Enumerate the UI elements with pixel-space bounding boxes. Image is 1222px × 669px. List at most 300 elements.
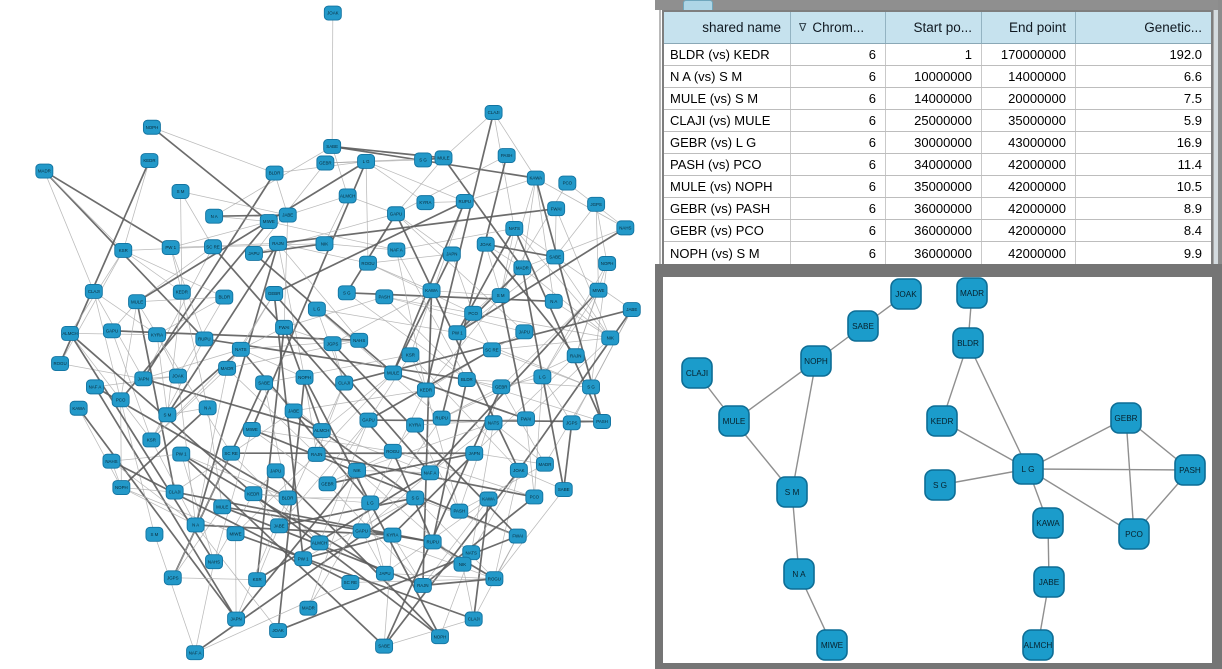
table-cell[interactable]: 36000000 (886, 198, 982, 219)
network-node[interactable] (271, 519, 288, 533)
network-node[interactable] (187, 646, 204, 660)
network-node[interactable] (402, 348, 419, 362)
network-node[interactable] (269, 236, 286, 250)
node-label: PCO (562, 180, 573, 186)
node-label: GAPU (362, 417, 375, 423)
network-node-miwe[interactable] (817, 630, 847, 660)
node-label: KSR (405, 352, 415, 358)
table-cell[interactable]: 6.6 (1183, 69, 1202, 84)
table-row[interactable] (664, 220, 1211, 242)
network-node[interactable] (249, 573, 266, 587)
table-cell[interactable]: 6 (791, 88, 886, 109)
network-node-noph[interactable] (801, 346, 831, 376)
node-label: CLAJI (685, 369, 709, 378)
node-label: L G (538, 374, 546, 380)
node-label: ALMCH (311, 540, 328, 546)
network-node[interactable] (358, 154, 375, 168)
network-node[interactable] (342, 576, 359, 590)
network-node[interactable] (485, 416, 502, 430)
network-node[interactable] (388, 243, 405, 257)
network-node[interactable] (417, 383, 434, 397)
table-row[interactable] (664, 88, 1211, 110)
network-node[interactable] (563, 416, 580, 430)
table-cell[interactable]: 36000000 (886, 242, 982, 264)
table-row[interactable] (664, 110, 1211, 132)
network-node[interactable] (590, 283, 607, 297)
table-cell[interactable]: 8.9 (1183, 201, 1202, 216)
network-node[interactable] (313, 424, 330, 438)
node-label: NOPH (600, 261, 614, 267)
node-label: NOPH (804, 357, 828, 366)
network-node-gebr[interactable] (1111, 403, 1141, 433)
network-node[interactable] (103, 324, 120, 338)
network-node[interactable] (567, 349, 584, 363)
network-edge (1126, 418, 1134, 534)
network-node[interactable] (308, 302, 325, 316)
table-cell[interactable]: 30000000 (886, 132, 982, 153)
network-node[interactable] (548, 202, 565, 216)
table-cell[interactable]: MULE (vs) NOPH (664, 176, 791, 197)
network-node[interactable] (214, 500, 231, 514)
table-cell[interactable]: BLDR (vs) KEDR (664, 44, 791, 65)
network-node[interactable] (115, 243, 132, 257)
network-node-claji[interactable] (682, 358, 712, 388)
node-label: JABE (626, 307, 638, 313)
node-label: MADR (220, 365, 234, 371)
network-node[interactable] (129, 295, 146, 309)
network-node[interactable] (266, 287, 283, 301)
network-node[interactable] (477, 237, 494, 251)
network-node-l-g[interactable] (1013, 454, 1043, 484)
network-node[interactable] (86, 380, 103, 394)
network-node[interactable] (527, 171, 544, 185)
table-cell[interactable]: PASH (vs) PCO (664, 154, 791, 175)
network-node[interactable] (376, 290, 393, 304)
network-edge (173, 578, 257, 580)
node-label: JABE (273, 523, 285, 529)
table-cell[interactable]: 34000000 (886, 154, 982, 175)
node-label: ALMCH (314, 428, 330, 434)
network-edge (44, 171, 170, 248)
network-node[interactable] (451, 504, 468, 518)
table-cell[interactable]: 1 (886, 44, 982, 65)
table-cell[interactable]: 9.9 (1183, 245, 1202, 261)
network-node[interactable] (295, 552, 312, 566)
table-cell[interactable]: 35000000 (886, 176, 982, 197)
network-node[interactable] (173, 447, 190, 461)
network-node[interactable] (279, 491, 296, 505)
node-label: MULE (216, 504, 229, 510)
network-node[interactable] (353, 524, 370, 538)
table-cell[interactable]: 42000000 (982, 154, 1076, 175)
network-node-joak[interactable] (891, 279, 921, 309)
network-node[interactable] (85, 284, 102, 298)
table-cell[interactable]: 170000000 (982, 44, 1076, 65)
network-node[interactable] (324, 6, 341, 20)
network-node[interactable] (296, 370, 313, 384)
table-cell[interactable]: 43000000 (982, 132, 1076, 153)
network-node[interactable] (424, 535, 441, 549)
network-node[interactable] (52, 357, 69, 371)
network-node[interactable] (422, 466, 439, 480)
network-node[interactable] (199, 401, 216, 415)
table-cell[interactable]: 14000000 (982, 66, 1076, 87)
table-cell[interactable]: 10.5 (1176, 179, 1202, 194)
table-cell[interactable]: 192.0 (1169, 47, 1202, 62)
column-header-chromosome[interactable] (791, 12, 886, 43)
node-label: N A (210, 213, 218, 219)
network-node-pco[interactable] (1119, 519, 1149, 549)
node-label: JAPN (137, 376, 149, 382)
network-node[interactable] (599, 256, 616, 270)
network-node[interactable] (623, 303, 640, 317)
node-label: KEDR (175, 289, 188, 295)
network-node[interactable] (173, 285, 190, 299)
network-node[interactable] (324, 139, 341, 153)
table-cell[interactable]: GEBR (vs) L G (664, 132, 791, 153)
network-node[interactable] (319, 477, 336, 491)
network-node[interactable] (526, 490, 543, 504)
network-node[interactable] (206, 209, 223, 223)
network-node[interactable] (384, 444, 401, 458)
network-node[interactable] (276, 320, 293, 334)
network-node[interactable] (510, 463, 527, 477)
table-tab[interactable] (683, 0, 713, 10)
node-label: NATS (508, 226, 520, 232)
node-label: RAJN (417, 583, 429, 589)
network-node[interactable] (204, 240, 221, 254)
node-label: JABE (288, 408, 300, 414)
node-label: RUPU (458, 199, 471, 205)
network-node[interactable] (316, 237, 333, 251)
node-label: JOAK (895, 290, 917, 299)
network-node-pash[interactable] (1175, 455, 1205, 485)
network-node[interactable] (135, 372, 152, 386)
network-node-sabe[interactable] (848, 311, 878, 341)
table-cell[interactable]: GEBR (vs) PCO (664, 220, 791, 241)
network-node[interactable] (339, 189, 356, 203)
network-edge (154, 534, 195, 652)
network-node[interactable] (423, 284, 440, 298)
network-node[interactable] (456, 194, 473, 208)
network-node[interactable] (219, 361, 236, 375)
network-node[interactable] (159, 408, 176, 422)
network-node[interactable] (164, 571, 181, 585)
network-node[interactable] (617, 221, 634, 235)
network-node[interactable] (172, 184, 189, 198)
table-cell[interactable]: 6 (791, 242, 886, 264)
table-cell[interactable]: 6 (791, 220, 886, 241)
sort-filter-icon[interactable]: ∇ (799, 22, 807, 34)
table-panel-top-strip (655, 0, 1222, 10)
network-edge (284, 215, 288, 327)
table-cell[interactable]: 42000000 (982, 198, 1076, 219)
network-node[interactable] (516, 325, 533, 339)
node-label: KAWA (72, 405, 85, 411)
network-node[interactable] (311, 536, 328, 550)
network-node[interactable] (465, 612, 482, 626)
network-node[interactable] (384, 528, 401, 542)
node-label: NAHS (207, 559, 221, 565)
table-cell[interactable]: 14000000 (886, 88, 982, 109)
network-node[interactable] (414, 578, 431, 592)
network-node[interactable] (169, 369, 186, 383)
network-node[interactable] (407, 491, 424, 505)
node-label: GEBR (319, 160, 332, 166)
network-node[interactable] (602, 331, 619, 345)
network-node[interactable] (376, 639, 393, 653)
network-node[interactable] (146, 527, 163, 541)
table-cell[interactable]: 5.9 (1183, 113, 1202, 128)
network-node[interactable] (228, 612, 245, 626)
table-cell[interactable]: 11.4 (1177, 157, 1202, 172)
network-node[interactable] (256, 376, 273, 390)
node-label: GAPU (105, 328, 119, 334)
network-node[interactable] (480, 492, 497, 506)
network-edge (564, 423, 572, 490)
small-network-canvas[interactable] (663, 277, 1212, 663)
node-label: NOPH (298, 374, 311, 380)
table-cell[interactable]: 42000000 (982, 176, 1076, 197)
network-node-mule[interactable] (719, 406, 749, 436)
network-node-bldr[interactable] (953, 328, 983, 358)
network-node-s-m[interactable] (777, 477, 807, 507)
network-node[interactable] (492, 289, 509, 303)
table-cell[interactable]: 6 (791, 110, 886, 131)
node-label: KAWA (1036, 519, 1060, 528)
network-node[interactable] (594, 415, 611, 429)
node-label: L G (362, 159, 370, 165)
network-node[interactable] (279, 208, 296, 222)
network-node[interactable] (466, 446, 483, 460)
network-node[interactable] (227, 527, 244, 541)
table-cell[interactable]: 42000000 (982, 242, 1076, 264)
network-node[interactable] (308, 447, 325, 461)
table-cell[interactable]: 20000000 (982, 88, 1076, 109)
table-cell[interactable]: N A (vs) S M (664, 66, 791, 87)
network-node[interactable] (433, 411, 450, 425)
table-cell[interactable]: 6 (791, 176, 886, 197)
network-node-kedr[interactable] (927, 406, 957, 436)
network-node[interactable] (547, 250, 564, 264)
table-row[interactable] (664, 242, 1211, 264)
node-label: MIWE (592, 287, 605, 293)
table-cell[interactable]: 6 (791, 66, 886, 87)
table-cell[interactable]: 35000000 (982, 110, 1076, 131)
node-label: GAPU (355, 528, 368, 534)
network-node[interactable] (498, 149, 515, 163)
table-row[interactable] (664, 154, 1211, 176)
table-cell[interactable]: 6 (791, 44, 886, 65)
network-node[interactable] (483, 343, 500, 357)
network-node[interactable] (536, 457, 553, 471)
table-cell[interactable]: MULE (vs) S M (664, 88, 791, 109)
table-cell[interactable]: 7.5 (1183, 91, 1202, 106)
node-label: PCO (1125, 530, 1143, 539)
node-label: KEDR (247, 491, 260, 497)
node-label: PW 1 (165, 245, 177, 251)
network-node[interactable] (338, 286, 355, 300)
network-node[interactable] (267, 464, 284, 478)
network-node[interactable] (166, 485, 183, 499)
network-node[interactable] (559, 176, 576, 190)
column-header-genetic[interactable]: Genetic... (1144, 20, 1202, 35)
table-cell[interactable]: 6 (791, 154, 886, 175)
node-label: JGPS (590, 201, 602, 207)
table-cell[interactable]: 8.4 (1183, 223, 1202, 238)
network-node[interactable] (388, 207, 405, 221)
network-node[interactable] (112, 393, 129, 407)
network-node-madr[interactable] (957, 278, 987, 308)
node-label: KEDR (143, 158, 156, 164)
network-node-kawa[interactable] (1033, 508, 1063, 538)
node-label: NIK (353, 467, 361, 473)
network-edge (332, 13, 333, 146)
network-edge (253, 494, 370, 503)
table-cell[interactable]: 42000000 (982, 220, 1076, 241)
network-node[interactable] (458, 373, 475, 387)
table-cell[interactable]: 36000000 (886, 220, 982, 241)
table-cell[interactable]: CLAJI (vs) MULE (664, 110, 791, 131)
network-node[interactable] (300, 601, 317, 615)
node-label: PW 1 (297, 556, 309, 562)
network-node[interactable] (534, 370, 551, 384)
network-node[interactable] (360, 413, 377, 427)
node-label: ALMCH (339, 193, 356, 199)
network-node[interactable] (360, 256, 377, 270)
network-node[interactable] (555, 483, 572, 497)
network-node[interactable] (435, 151, 452, 165)
network-node[interactable] (518, 412, 535, 426)
network-node[interactable] (206, 555, 223, 569)
node-label: SABE (258, 380, 270, 386)
network-node[interactable] (349, 463, 366, 477)
network-node-jabe[interactable] (1034, 567, 1064, 597)
network-node[interactable] (493, 380, 510, 394)
network-node[interactable] (260, 215, 277, 229)
network-node[interactable] (362, 496, 379, 510)
network-node[interactable] (317, 156, 334, 170)
table-header-row (664, 12, 1211, 44)
node-label: JGPS (565, 420, 578, 426)
table-cell[interactable]: GEBR (vs) PASH (664, 198, 791, 219)
network-node[interactable] (588, 197, 605, 211)
network-node[interactable] (545, 294, 562, 308)
network-node[interactable] (376, 566, 393, 580)
network-node[interactable] (245, 487, 262, 501)
network-node[interactable] (216, 290, 233, 304)
table-cell[interactable]: 6 (791, 198, 886, 219)
network-node-s-g[interactable] (925, 470, 955, 500)
table-cell[interactable]: 25000000 (886, 110, 982, 131)
network-node[interactable] (162, 241, 179, 255)
network-node[interactable] (465, 306, 482, 320)
network-node[interactable] (443, 247, 460, 261)
node-label: JAPU (518, 329, 530, 335)
node-label: BLDR (957, 339, 979, 348)
network-node[interactable] (454, 557, 471, 571)
network-node[interactable] (285, 404, 302, 418)
network-node[interactable] (243, 422, 260, 436)
network-node[interactable] (431, 630, 448, 644)
network-node[interactable] (509, 529, 526, 543)
table-row[interactable] (664, 66, 1211, 88)
network-node[interactable] (245, 246, 262, 260)
network-node[interactable] (336, 376, 353, 390)
node-label: MULE (722, 417, 746, 426)
panel-splitter[interactable] (659, 10, 661, 264)
network-node[interactable] (187, 518, 204, 532)
node-label: RAJN (310, 451, 323, 457)
network-node[interactable] (36, 164, 53, 178)
node-label: KAWA (482, 496, 495, 502)
node-label: GEBR (1114, 414, 1138, 423)
network-node[interactable] (486, 572, 503, 586)
node-label: JOAK (513, 467, 525, 473)
table-row[interactable] (664, 176, 1211, 198)
network-node[interactable] (149, 328, 166, 342)
network-node[interactable] (196, 332, 213, 346)
table-cell[interactable]: 6 (791, 132, 886, 153)
network-node[interactable] (70, 401, 87, 415)
network-node[interactable] (223, 446, 240, 460)
network-node[interactable] (351, 333, 368, 347)
network-edge (473, 313, 610, 338)
network-node[interactable] (62, 326, 79, 340)
network-node[interactable] (266, 166, 283, 180)
network-node[interactable] (514, 261, 531, 275)
network-node[interactable] (417, 196, 434, 210)
network-node[interactable] (415, 153, 432, 167)
network-edge (486, 244, 501, 295)
network-node[interactable] (449, 326, 466, 340)
node-label: MIWE (229, 531, 242, 537)
table-cell[interactable]: 10000000 (886, 66, 982, 87)
network-node[interactable] (103, 454, 120, 468)
node-label: JOAK (172, 373, 184, 379)
network-node[interactable] (485, 106, 502, 120)
network-node[interactable] (143, 120, 160, 134)
table-cell[interactable]: NOPH (vs) S M (664, 242, 791, 264)
node-label: GAPU (389, 211, 403, 217)
network-node[interactable] (232, 342, 249, 356)
column-header-end-point[interactable]: End point (982, 12, 1076, 43)
network-edge (317, 309, 457, 333)
network-edge (181, 191, 288, 215)
network-edge (501, 296, 526, 419)
network-node[interactable] (324, 337, 341, 351)
table-row[interactable] (664, 132, 1211, 154)
window-edge (1218, 0, 1222, 264)
column-header-start-point[interactable]: Start po... (886, 12, 982, 43)
table-row[interactable] (664, 198, 1211, 220)
table-cell[interactable]: 16.9 (1176, 135, 1202, 150)
network-node[interactable] (583, 380, 600, 394)
node-label: GEBR (495, 384, 508, 390)
network-node[interactable] (113, 481, 130, 495)
network-node[interactable] (385, 366, 402, 380)
network-node[interactable] (143, 433, 160, 447)
network-node[interactable] (506, 221, 523, 235)
network-node[interactable] (141, 154, 158, 168)
network-node-n-a[interactable] (784, 559, 814, 589)
network-node-almch[interactable] (1023, 630, 1053, 660)
table-row[interactable] (664, 44, 1211, 66)
node-label: JOAK (327, 10, 339, 16)
network-node[interactable] (407, 418, 424, 432)
network-node[interactable] (270, 624, 287, 638)
column-header-shared-name[interactable]: shared name (664, 12, 791, 43)
